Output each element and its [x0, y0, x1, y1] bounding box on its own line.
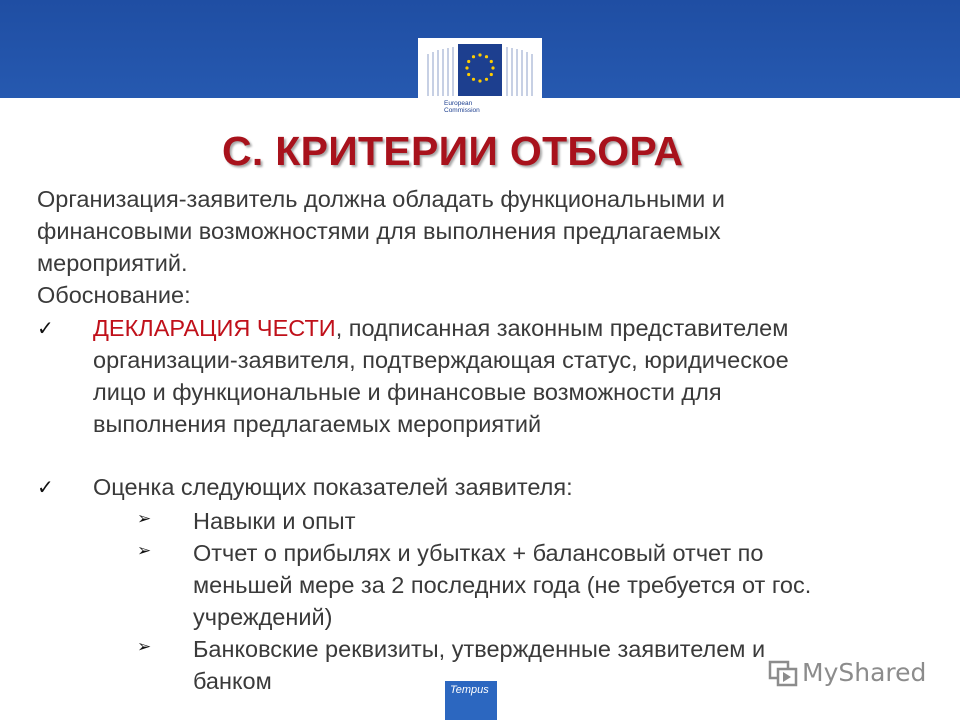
subitem-report-line-1: Отчет о прибылях и убытках + балансовый отчет по — [193, 540, 764, 566]
subitem-bank-line-1: Банковские реквизиты, утвержденные заявителем и — [193, 636, 766, 662]
declaration-highlight: ДЕКЛАРАЦИЯ ЧЕСТИ — [93, 315, 336, 341]
check-icon: ✓ — [37, 318, 54, 340]
subitem-report-line-2: меньшей мере за 2 последних года (не требуется от гос. — [193, 572, 812, 598]
subitem-skills: Навыки и опыт — [193, 508, 356, 534]
arrow-bullet-icon: ➢ — [137, 637, 152, 656]
intro-line-2: финансовыми возможностями для выполнения предлагаемых — [37, 218, 721, 244]
declaration-text: , подписанная законным представителем — [335, 315, 789, 341]
bullet-assessment: Оценка следующих показателей заявителя: — [93, 474, 573, 500]
subitem-bank-line-2: банком — [193, 668, 272, 694]
slide-title: С. КРИТЕРИИ ОТБОРА — [222, 128, 684, 174]
bullet-declaration — [93, 312, 893, 344]
check-icon: ✓ — [37, 477, 54, 499]
bullet-declaration-line-2: организации-заявителя, подтверждающая статус, юридическое — [93, 347, 789, 373]
myshared-logo-icon — [768, 658, 798, 688]
bullet-declaration-line-4: выполнения предлагаемых мероприятий — [93, 411, 542, 437]
justification-label: Обоснование: — [37, 282, 191, 308]
intro-line-1: Организация-заявитель должна обладать функциональными и — [37, 186, 725, 212]
arrow-bullet-icon: ➢ — [137, 509, 152, 528]
myshared-watermark[interactable] — [768, 656, 928, 692]
watermark-text: MyShared — [802, 658, 927, 687]
arrow-bullet-icon: ➢ — [137, 541, 152, 560]
european-commission-logo — [418, 38, 542, 128]
tempus-label: Tempus — [450, 684, 489, 696]
intro-line-3: мероприятий. — [37, 250, 188, 276]
bullet-declaration-line-3: лицо и функциональные и финансовые возможности для — [93, 379, 722, 405]
logo-text: European Commission — [444, 100, 480, 114]
building-icon — [424, 42, 536, 98]
subitem-report-line-3: учреждений) — [193, 604, 333, 630]
tempus-badge — [445, 681, 497, 720]
